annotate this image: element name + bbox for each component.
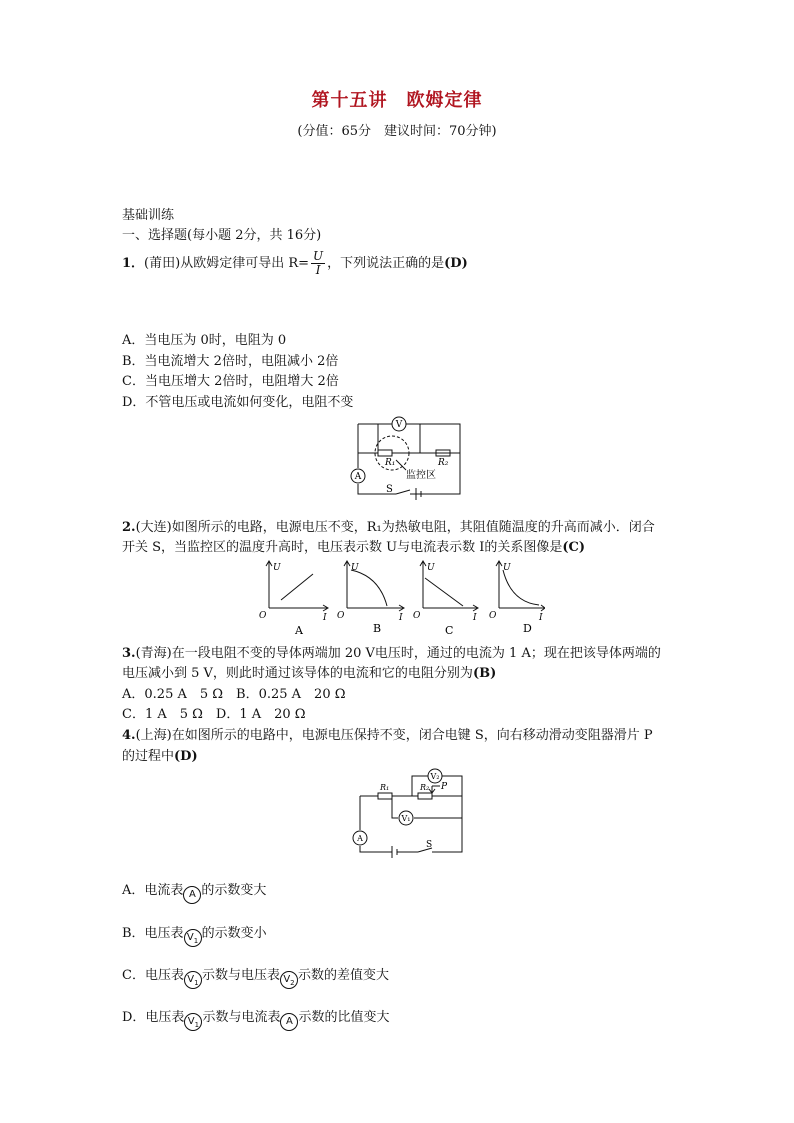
zone-label: 监控区	[406, 470, 436, 481]
question-4-line2	[122, 745, 198, 764]
svg-text:U: U	[503, 563, 511, 573]
option-d: D．不管电压或电流如何变化，电阻不变	[122, 395, 354, 410]
part-heading: 一、选择题(每小题 2分，共 16分)	[122, 228, 322, 243]
svg-text:I: I	[473, 613, 477, 623]
question-number: 3.	[122, 646, 136, 661]
slider-label: P	[441, 782, 448, 792]
svg-text:I: I	[323, 613, 327, 623]
voltmeter-label: V	[395, 420, 403, 430]
question-2-line1	[122, 516, 655, 535]
svg-text:O: O	[489, 611, 497, 621]
answer: (D)	[174, 749, 198, 764]
graph-b-label: B	[373, 622, 382, 635]
switch-label: S	[426, 840, 433, 850]
question-text: (莆田)从欧姆定律可导出 R=	[144, 256, 310, 271]
circuit-diagram-2	[350, 768, 470, 860]
svg-text:I: I	[539, 613, 543, 623]
r1-label: R₁	[385, 458, 396, 468]
question-3-line1	[122, 642, 661, 661]
page-title: 第十五讲 欧姆定律	[311, 90, 483, 111]
ammeter-label: A	[357, 834, 363, 843]
r2-label: R₂	[420, 783, 430, 792]
svg-text:I: I	[399, 613, 403, 623]
answer: (D)	[444, 256, 468, 271]
voltmeter-v2-icon: $V_2$	[280, 971, 298, 989]
question-text: (大连)如图所示的电路，电源电压不变，R₁为热敏电阻，其阻值随温度的升高而减小．闭合	[135, 520, 655, 535]
svg-text:O: O	[259, 611, 267, 621]
option-a: A．当电压为 0时，电阻为 0	[122, 333, 287, 348]
option-c: C．当电压增大 2倍时，电阻增大 2倍	[122, 374, 339, 389]
voltmeter-v1-icon: $V_1$	[184, 929, 202, 947]
ammeter-icon: A	[183, 886, 201, 904]
v2-label: V₂	[430, 772, 440, 781]
question-4-line1	[122, 724, 653, 743]
switch-label: S	[386, 484, 393, 495]
voltmeter-v1-icon: $V_1$	[184, 1013, 202, 1031]
formula-fraction: $\frac{U}{I}$	[313, 249, 324, 277]
graph-options	[255, 556, 545, 638]
r2-label: R₂	[438, 458, 449, 468]
v1-label: V₁	[401, 814, 411, 823]
question-3-line2	[122, 662, 496, 681]
question-text: 开关 S，当监控区的温度升高时，电压表示数 U与电流表示数 I的关系图像是	[122, 540, 563, 555]
graph-a-label: A	[295, 624, 303, 637]
question-text: 的过程中	[122, 749, 175, 764]
svg-text:U: U	[351, 563, 359, 573]
q4-option-a: A．电流表 A 的示数变大	[122, 879, 266, 904]
svg-text:U: U	[273, 563, 281, 573]
question-number: 2.	[122, 520, 136, 535]
page-subtitle: (分值：65分 建议时间：70分钟)	[297, 124, 497, 139]
svg-text:O: O	[413, 611, 421, 621]
question-1	[122, 250, 468, 277]
answer: (C)	[562, 540, 586, 555]
question-text: 电压减小到 5 V，则此时通过该导体的电流和它的电阻分别为	[122, 666, 473, 681]
svg-text:U: U	[427, 563, 435, 573]
question-3-options-2: C．1 A 5 Ω D．1 A 20 Ω	[122, 707, 306, 722]
graph-c-label: C	[445, 624, 454, 637]
q4-option-c: C．电压表 $V_1$ 示数与电压表 $V_2$ 示数的差值变大	[122, 968, 389, 987]
q4-option-b: B．电压表 $V_1$ 的示数变小	[122, 926, 267, 945]
question-2-line2	[122, 536, 585, 555]
section-heading: 基础训练	[122, 208, 175, 223]
circuit-diagram-1	[340, 414, 480, 506]
question-text: (青海)在一段电阻不变的导体两端加 20 V电压时，通过的电流为 1 A；现在把该导体两端的	[135, 646, 661, 661]
ammeter-label: A	[354, 472, 362, 482]
graph-d-label: D	[523, 622, 532, 635]
q4-option-d: D．电压表 $V_1$ 示数与电流表 A 示数的比值变大	[122, 1010, 390, 1029]
ammeter-icon: A	[280, 1013, 298, 1031]
answer: (B)	[472, 666, 497, 681]
question-number: 1．	[122, 256, 145, 271]
question-text-end: ，下列说法正确的是	[327, 256, 445, 271]
r1-label: R₁	[380, 783, 390, 792]
question-text: (上海)在如图所示的电路中，电源电压保持不变，闭合电键 S，向右移动滑动变阻器滑片 P	[135, 728, 653, 743]
svg-text:O: O	[337, 611, 345, 621]
question-3-options-1: A．0.25 A 5 Ω B．0.25 A 20 Ω	[122, 687, 346, 702]
question-number: 4.	[122, 728, 136, 743]
option-b: B．当电流增大 2倍时，电阻减小 2倍	[122, 354, 339, 369]
voltmeter-v1-icon: $V_1$	[184, 971, 202, 989]
